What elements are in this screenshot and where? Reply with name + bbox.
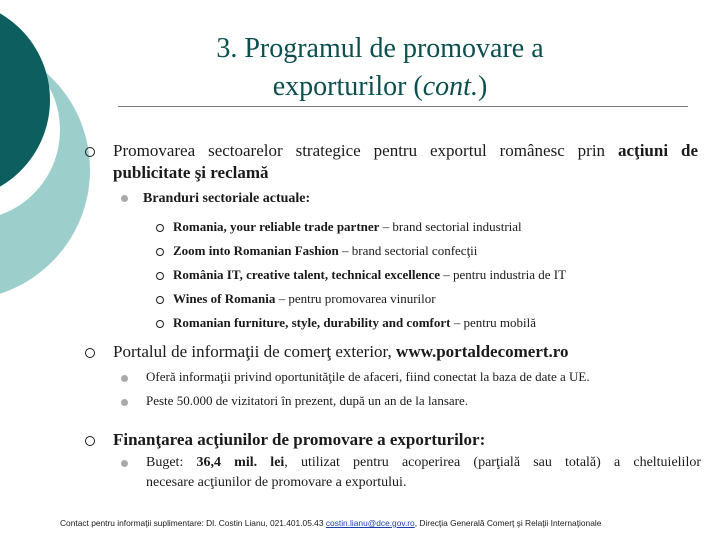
bullet-small-ring-icon — [156, 224, 164, 232]
bullet-dot-icon — [121, 375, 128, 382]
bullet-item-financing-text: Finanţarea acţiunilor de promovare a exporturilor: — [113, 430, 486, 449]
brand-desc: – pentru promovarea vinurilor — [275, 291, 436, 306]
title-line-2-prefix: exporturilor ( — [272, 71, 423, 102]
bullet-dot-icon — [121, 195, 128, 202]
bullet-small-ring-icon — [156, 296, 164, 304]
decorative-circles — [0, 0, 120, 300]
brand-item — [173, 242, 477, 260]
budget-item — [146, 453, 701, 493]
brand-name: Romanian furniture, style, durability and comfort — [173, 315, 451, 330]
portal-url: www.portaldecomert.ro — [396, 342, 569, 361]
portal-info-line: Oferă informaţii privind oportunităţile de afaceri, fiind conectat la baza de date a UE. — [146, 369, 590, 384]
portal-visitors-line: Peste 50.000 de vizitatori în prezent, după un an de la lansare. — [146, 393, 469, 408]
budget-rest: , utilizat pentru acoperirea (parţială sau totală) a cheltuielilor — [284, 455, 701, 470]
bullet-item-promotion — [113, 140, 698, 184]
page-title — [130, 30, 630, 106]
bullet-item-portal — [113, 341, 569, 363]
bullet-item-financing — [113, 429, 485, 451]
footer-suffix: , Direcţia Generală Comerţ şi Relaţii Internaţionale — [414, 518, 602, 528]
contact-footer — [60, 518, 720, 528]
brand-name: Romania, your reliable trade partner — [173, 219, 380, 234]
bullet-ring-icon — [85, 147, 95, 157]
bullet-ring-icon — [85, 436, 95, 446]
brand-name: Wines of Romania — [173, 291, 276, 306]
bullet-item-promotion-text: Promovarea sectoarelor strategice pentru exportul românesc prin — [113, 141, 618, 160]
budget-amount: 36,4 mil. lei — [196, 455, 285, 470]
bullet-small-ring-icon — [156, 320, 164, 328]
sector-brands-label — [143, 189, 310, 209]
bullet-small-ring-icon — [156, 248, 164, 256]
brand-desc: – brand sectorial industrial — [379, 219, 522, 234]
bullet-item-portal-text: Portalul de informaţii de comerţ exterior, — [113, 342, 397, 361]
contact-email-link[interactable]: costin.lianu@dce.gov.ro — [325, 518, 415, 528]
bullet-dot-icon — [121, 460, 128, 467]
title-divider — [118, 106, 688, 107]
brand-desc: – pentru mobilă — [450, 315, 537, 330]
title-line-2-italic: cont. — [422, 71, 478, 102]
brand-desc: – pentru industria de IT — [440, 267, 567, 282]
brand-item — [173, 266, 566, 284]
brand-desc: – brand sectorial confecţii — [338, 243, 478, 258]
brand-item — [173, 314, 536, 332]
brand-item — [173, 290, 436, 308]
budget-prefix: Buget: — [146, 455, 197, 470]
sector-brands-label-text: Branduri sectoriale actuale: — [143, 191, 311, 206]
bullet-small-ring-icon — [156, 272, 164, 280]
title-line-1: 3. Programul de promovare a — [216, 33, 544, 64]
brand-item — [173, 218, 522, 236]
title-line-2 — [130, 68, 630, 106]
brand-name: Zoom into Romanian Fashion — [173, 243, 339, 258]
bullet-ring-icon — [85, 348, 95, 358]
brand-name: România IT, creative talent, technical excellence — [173, 267, 441, 282]
title-line-2-suffix: ) — [477, 71, 488, 102]
bullet-item-promotion-bold1: acţiuni de — [618, 141, 698, 160]
bullet-item-promotion-bold2: publicitate şi reclamă — [113, 163, 269, 182]
bullet-dot-icon — [121, 399, 128, 406]
budget-line-2: necesare acţiunilor de promovare a exportului. — [146, 475, 407, 490]
footer-text: Contact pentru informaţii suplimentare: Dl. Costin Lianu, 021.401.05.43 — [60, 518, 326, 528]
